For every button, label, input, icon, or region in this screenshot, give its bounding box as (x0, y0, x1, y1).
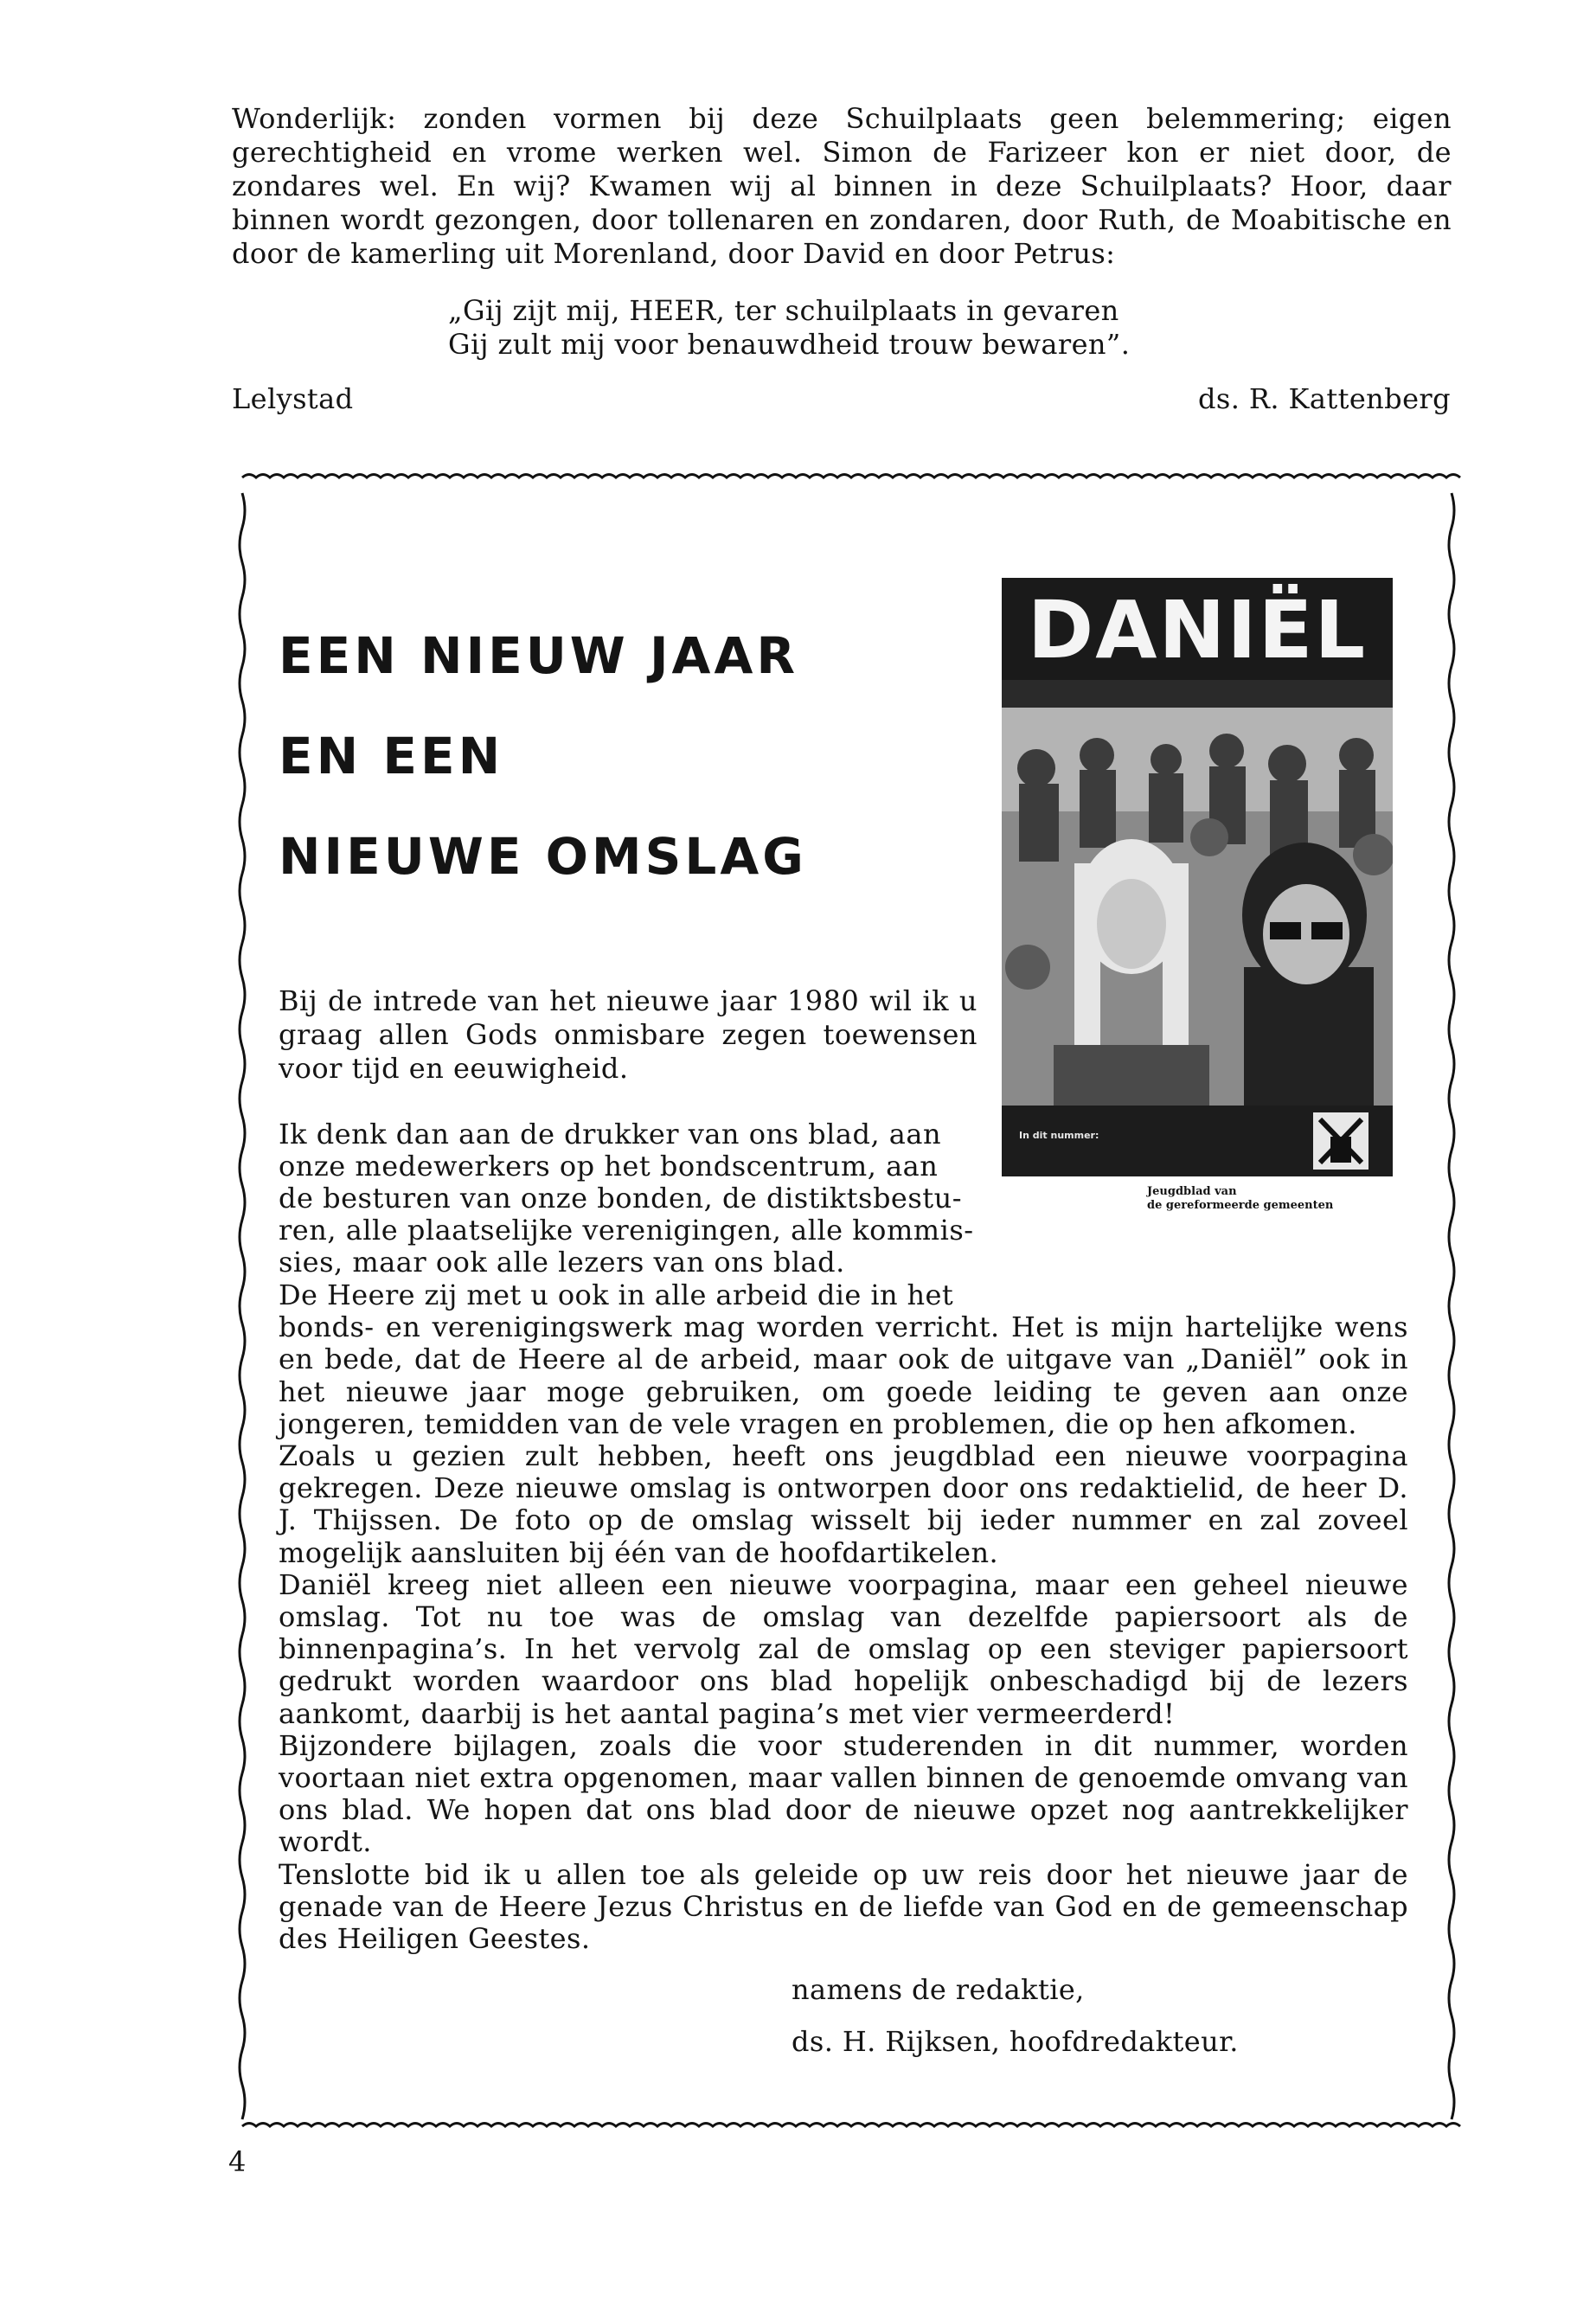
frame-top-border (242, 475, 1460, 478)
intro-paragraph: Wonderlijk: zonden vormen bij deze Schuilplaats geen belemmering; eigen gerechtigheid en vrome werken wel. Simon de Farizeer kon er niet door, de zondares wel. En wij? Kwamen wij al binnen in deze Schuilplaats? Hoor, daar binnen wordt gezongen, door tollenaren en zondaren, door Ruth, de Moabitische en door de kamerling uit Morenland, door David en door Petrus: (232, 102, 1452, 270)
thanks-line: Ik denk dan aan de drukker van ons blad, aan (279, 1118, 942, 1150)
thanks-line: ren, alle plaatselijke verenigingen, alle kommis- (279, 1214, 974, 1247)
signature-line-2: ds. H. Rijksen, hoofdredakteur. (792, 2025, 1239, 2058)
caption-line-1: Jeugdblad van (1147, 1185, 1237, 1198)
paragraph-4: Zoals u gezien zult hebben, heeft ons jeugdblad een nieuwe voorpagina gekregen. Deze nieuwe omslag is ontworpen door ons redaktielid, de heer D. J. Thijssen. De foto op de omslag wisselt bij ieder nummer en zal zoveel mogelijk aansluiten bij één van de hoofdartikelen. (279, 1439, 1408, 1569)
place-name: Lelystad (232, 382, 354, 415)
emblem-icon (1313, 1112, 1368, 1170)
paragraph-3: bonds- en verenigingswerk mag worden verricht. Het is mijn hartelijke wens en bede, dat de Heere al de arbeid, maar ook de uitgave van „Daniël” ook in het nieuwe jaar moge gebruiken, om goede leiding te geven aan onze jongeren, temidden van de vele vragen en problemen, die op hen afkomen. (279, 1311, 1408, 1440)
crowd-photo (1002, 708, 1393, 1106)
cover-band (1002, 680, 1393, 708)
paragraph-6: Bijzondere bijlagen, zoals die voor studerenden in dit nummer, worden voortaan niet extra opgenomen, maar vallen binnen de genoemde omvang van ons blad. We hopen dat ons blad door de nieuwe opzet nog aantrekkelijker wordt. (279, 1728, 1408, 1859)
magazine-cover-image (1002, 578, 1393, 1176)
frame-bottom-border (242, 2124, 1460, 2127)
psalm-quote (448, 294, 1313, 362)
headline-line-1: EEN NIEUW JAAR (279, 626, 798, 685)
page-number: 4 (228, 2145, 247, 2178)
paragraph-7: Tenslotte bid ik u allen toe als geleide op uw reis door het nieuwe jaar de genade van de Heere Jezus Christus en de liefde van God en de gemeenschap des Heiligen Geestes. (279, 1857, 1408, 1956)
paragraph-3-first-line: De Heere zij met u ook in alle arbeid die in het (279, 1279, 954, 1311)
article-intro: Bij de intrede van het nieuwe jaar 1980 wil ik u graag allen Gods onmisbare zegen toewensen voor tijd en eeuwigheid. (279, 984, 977, 1085)
caption-line-2: de gereformeerde gemeenten (1147, 1199, 1334, 1212)
frame-right-border (1449, 493, 1454, 2119)
psalm-line-1: „Gij zijt mij, HEER, ter schuilplaats in gevaren (448, 294, 1119, 327)
article-body (279, 1279, 1408, 1955)
article-thanks (279, 1118, 977, 1279)
thanks-line: onze medewerkers op het bondscentrum, aan (279, 1150, 939, 1183)
editor-signature (792, 1964, 1239, 2067)
cover-contents-label: In dit nummer: (1019, 1130, 1099, 1141)
thanks-line: sies, maar ook alle lezers van ons blad. (279, 1246, 845, 1279)
article-headline (279, 606, 807, 907)
cover-title: DANIËL (1027, 584, 1368, 676)
paragraph-5: Daniël kreeg niet alleen een nieuwe voorpagina, maar een geheel nieuwe omslag. Tot nu toe was de omslag van dezelfde papiersoort als de binnenpagina’s. In het vervolg zal de omslag op een steviger papiersoort gedrukt worden waardoor ons blad hopelijk onbeschadigd bij de lezers aankomt, daarbij is het aantal pagina’s met vier vermeerderd! (279, 1567, 1408, 1730)
headline-line-2: EN EEN (279, 727, 504, 785)
thanks-line: de besturen van onze bonden, de distiktsbestu- (279, 1182, 963, 1215)
cover-caption (1147, 1185, 1407, 1213)
crowd-photo-graphic (1002, 708, 1393, 1106)
psalm-line-2: Gij zult mij voor benauwdheid trouw bewaren”. (448, 328, 1131, 361)
headline-line-3: NIEUWE OMSLAG (279, 827, 807, 886)
frame-left-border (240, 493, 245, 2119)
signature-line-1: namens de redaktie, (792, 1973, 1085, 2006)
author-signature: ds. R. Kattenberg (1198, 382, 1451, 415)
cover-masthead (1002, 578, 1393, 680)
cover-bottom-bar (1002, 1106, 1393, 1176)
